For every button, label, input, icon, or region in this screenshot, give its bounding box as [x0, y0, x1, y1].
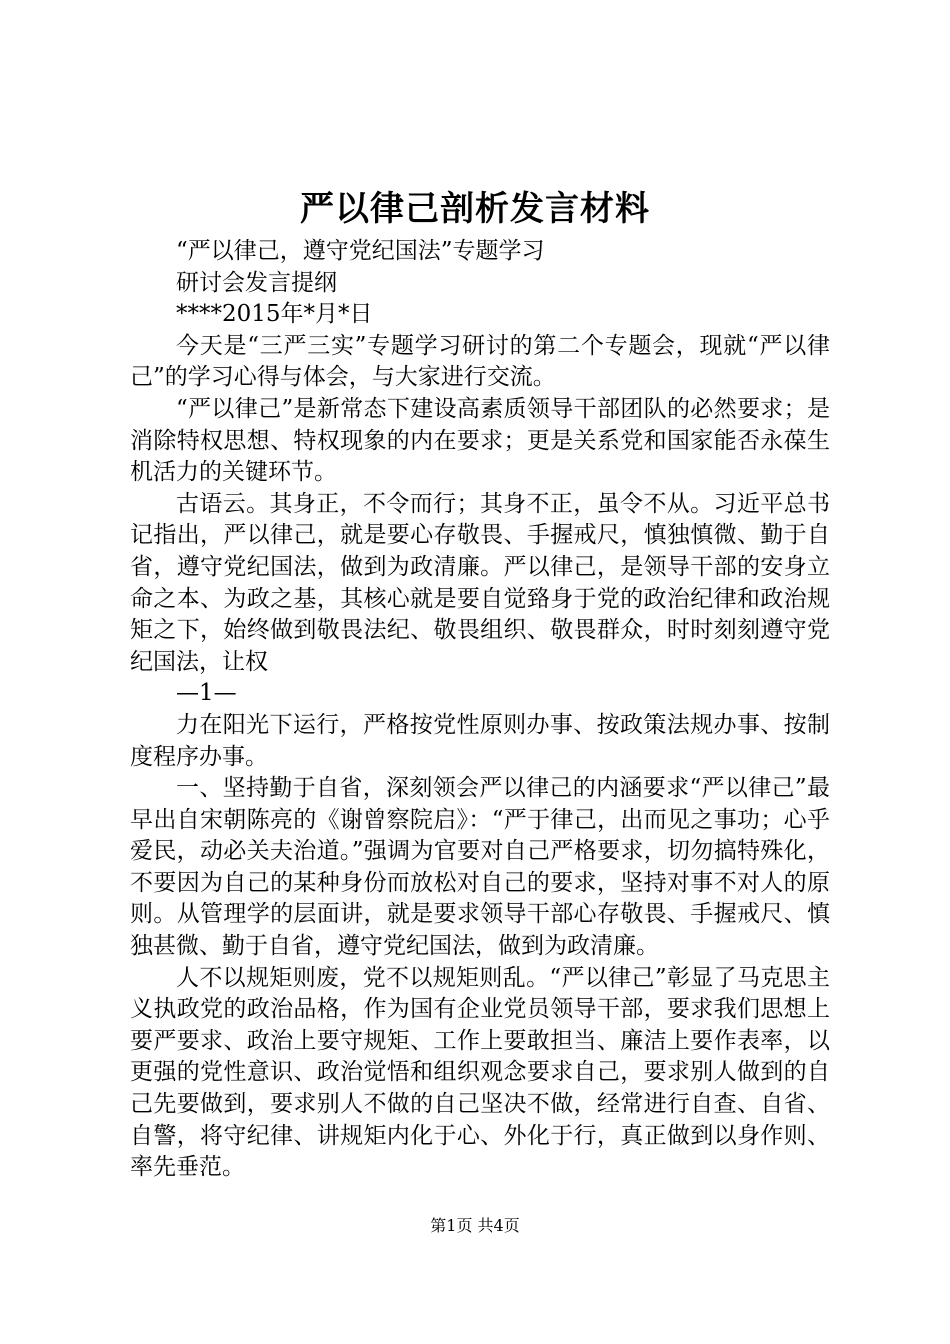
- date-line: ****2015年*月*日: [176, 301, 373, 328]
- paragraph: 人不以规矩则废，党不以规矩则乱。“严以律己”彰显了马克思主义执政党的政治品格，作为国有企业党员领导干部，要求我们思想上要严要求、政治上要守规矩、工作上要敢担当、廉洁上要作表率，以更强的党性意识、政治觉悟和组织观念要求自己，要求别人做到的自己先要做到，要求别人不做的自己坚决不做，经常进行自查、自省、自警，将守纪律、讲规矩内化于心、外化于行，真正做到以身作则、率先垂范。: [130, 964, 830, 1181]
- paragraph: 古语云。其身正，不令而行；其身不正，虽令不从。习近平总书记指出，严以律己，就是要心存敬畏、手握戒尺，慎独慎微、勤于自省，遵守党纪国法，做到为政清廉。严以律己，是领导干部的安身立命之本、为政之基，其核心就是要自觉臵身于党的政治纪律和政治规矩之下，始终做到敬畏法纪、敬畏组织、敬畏群众，时时刻刻遵守党纪国法，让权: [130, 490, 830, 675]
- paragraph: “严以律己”是新常态下建设高素质领导干部团队的必然要求；是消除特权思想、特权现象的内在要求；更是关系党和国家能否永葆生机活力的关键环节。: [130, 395, 830, 486]
- subtitle-line-2: 研讨会发言提纲: [176, 269, 337, 296]
- paragraph-intro: 今天是“三严三实”专题学习研讨的第二个专题会，现就“严以律己”的学习心得与体会，与大家进行交流。: [130, 332, 830, 391]
- paragraph: 力在阳光下运行，严格按党性原则办事、按政策法规办事、按制度程序办事。: [130, 711, 830, 770]
- inline-page-number: —1—: [176, 680, 237, 707]
- document-body: [130, 236, 830, 1184]
- paragraph-section-one: 一、坚持勤于自省，深刻领会严以律己的内涵要求“严以律己”最早出自宋朝陈亮的《谢曾察院启》：“严于律己，出而见之事功；心乎爱民，动必关夫治道。”强调为官要对自己严格要求，切勿搞特殊化，不要因为自己的某种身份而放松对自己的要求，坚持对事不对人的原则。从管理学的层面讲，就是要求领导干部心存敬畏、手握戒尺、慎独甚微、勤于自省，遵守党纪国法，做到为政清廉。: [130, 775, 830, 960]
- document-title: 严以律己剖析发言材料: [300, 189, 650, 229]
- page-footer: 第1页 共4页: [430, 1216, 520, 1235]
- subtitle-line: “严以律己，遵守党纪国法”专题学习: [176, 238, 545, 264]
